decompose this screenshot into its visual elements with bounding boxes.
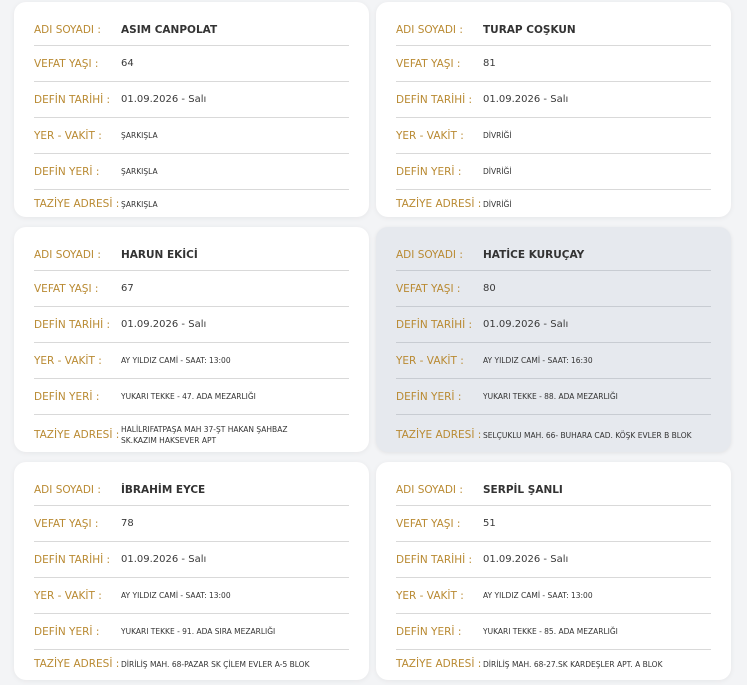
condolence-row: [34, 415, 349, 455]
name-value: SERPİL ŞANLI: [483, 483, 563, 496]
age-value: 64: [121, 58, 134, 69]
burial-row: [396, 154, 711, 190]
name-value: TURAP COŞKUN: [483, 23, 576, 36]
age-label: VEFAT YAŞI :: [34, 517, 99, 530]
name-row: [34, 14, 349, 46]
age-row: [34, 506, 349, 542]
age-value: 67: [121, 283, 134, 294]
burial-value: DİVRİĞİ: [483, 167, 512, 176]
name-row: [34, 239, 349, 271]
age-value: 81: [483, 58, 496, 69]
age-row: [396, 271, 711, 307]
condolence-label: TAZİYE ADRESİ :: [34, 658, 120, 670]
place-time-value: AY YILDIZ CAMİ - SAAT: 13:00: [121, 356, 231, 365]
date-label: DEFİN TARİHİ :: [34, 93, 111, 106]
place-time-label: YER - VAKİT :: [34, 354, 102, 367]
obituary-card[interactable]: [14, 462, 369, 680]
burial-value: YUKARI TEKKE - 47. ADA MEZARLIĞI: [121, 392, 256, 401]
age-value: 51: [483, 518, 496, 529]
name-row: [396, 14, 711, 46]
obituary-card[interactable]: [376, 2, 731, 217]
date-row: [34, 542, 349, 578]
age-label: VEFAT YAŞI :: [396, 517, 461, 530]
obituary-card[interactable]: [14, 2, 369, 217]
place-time-row: [34, 118, 349, 154]
burial-label: DEFİN YERİ :: [34, 390, 100, 403]
place-time-value: ŞARKIŞLA: [121, 131, 158, 140]
place-time-row: [34, 343, 349, 379]
age-row: [396, 46, 711, 82]
condolence-row: [396, 415, 711, 455]
name-label: ADI SOYADI :: [396, 248, 463, 261]
date-label: DEFİN TARİHİ :: [34, 553, 111, 566]
date-row: [34, 82, 349, 118]
condolence-value: HALİLRIFATPAŞA MAH 37-ŞT HAKAN ŞAHBAZ SK.KAZIM HAKSEVER APT: [121, 425, 288, 445]
date-value: 01.09.2026 - Salı: [483, 319, 569, 330]
date-label: DEFİN TARİHİ :: [34, 318, 111, 331]
place-time-row: [34, 578, 349, 614]
date-value: 01.09.2026 - Salı: [483, 554, 569, 565]
burial-row: [396, 614, 711, 650]
burial-row: [396, 379, 711, 415]
name-label: ADI SOYADI :: [396, 23, 463, 36]
place-time-row: [396, 343, 711, 379]
name-value: ASIM CANPOLAT: [121, 23, 218, 36]
date-value: 01.09.2026 - Salı: [121, 94, 207, 105]
condolence-label: TAZİYE ADRESİ :: [396, 658, 482, 670]
age-row: [34, 46, 349, 82]
age-label: VEFAT YAŞI :: [396, 282, 461, 295]
condolence-label: TAZİYE ADRESİ :: [396, 198, 482, 210]
obituary-card[interactable]: [376, 462, 731, 680]
condolence-label: TAZİYE ADRESİ :: [34, 198, 120, 210]
name-label: ADI SOYADI :: [396, 483, 463, 496]
name-value: HARUN EKİCİ: [121, 248, 198, 261]
place-time-row: [396, 578, 711, 614]
place-time-label: YER - VAKİT :: [396, 129, 464, 142]
place-time-label: YER - VAKİT :: [34, 589, 102, 602]
date-row: [396, 542, 711, 578]
burial-row: [34, 614, 349, 650]
condolence-value: DİRİLİŞ MAH. 68-27.SK KARDEŞLER APT. A BLOK: [483, 659, 663, 669]
age-row: [34, 271, 349, 307]
age-label: VEFAT YAŞI :: [34, 57, 99, 70]
burial-row: [34, 154, 349, 190]
date-value: 01.09.2026 - Salı: [483, 94, 569, 105]
condolence-row: [396, 190, 711, 218]
condolence-value: DİRİLİŞ MAH. 68-PAZAR SK ÇİLEM EVLER A-5 BLOK: [121, 659, 310, 669]
burial-value: ŞARKIŞLA: [121, 167, 158, 176]
place-time-label: YER - VAKİT :: [396, 589, 464, 602]
name-label: ADI SOYADI :: [34, 248, 101, 261]
burial-label: DEFİN YERİ :: [34, 625, 100, 638]
date-label: DEFİN TARİHİ :: [396, 318, 473, 331]
date-row: [396, 307, 711, 343]
date-row: [396, 82, 711, 118]
date-label: DEFİN TARİHİ :: [396, 553, 473, 566]
name-value: İBRAHİM EYCE: [121, 483, 206, 496]
name-label: ADI SOYADI :: [34, 483, 101, 496]
age-value: 80: [483, 283, 496, 294]
age-label: VEFAT YAŞI :: [34, 282, 99, 295]
condolence-value: SELÇUKLU MAH. 66- BUHARA CAD. KÖŞK EVLER B BLOK: [483, 430, 692, 440]
name-label: ADI SOYADI :: [34, 23, 101, 36]
name-value: HATİCE KURUÇAY: [483, 248, 585, 261]
burial-value: YUKARI TEKKE - 88. ADA MEZARLIĞI: [483, 392, 618, 401]
place-time-label: YER - VAKİT :: [396, 354, 464, 367]
burial-row: [34, 379, 349, 415]
condolence-label: TAZİYE ADRESİ :: [396, 429, 482, 441]
place-time-row: [396, 118, 711, 154]
name-row: [396, 474, 711, 506]
burial-label: DEFİN YERİ :: [396, 625, 462, 638]
burial-value: YUKARI TEKKE - 91. ADA SIRA MEZARLIĞI: [121, 627, 276, 636]
age-row: [396, 506, 711, 542]
place-time-value: DİVRİĞİ: [483, 131, 512, 140]
condolence-value: DİVRİĞİ: [483, 199, 512, 209]
burial-label: DEFİN YERİ :: [34, 165, 100, 178]
place-time-label: YER - VAKİT :: [34, 129, 102, 142]
date-value: 01.09.2026 - Salı: [121, 319, 207, 330]
place-time-value: AY YILDIZ CAMİ - SAAT: 13:00: [121, 591, 231, 600]
date-value: 01.09.2026 - Salı: [121, 554, 207, 565]
date-row: [34, 307, 349, 343]
age-value: 78: [121, 518, 134, 529]
burial-label: DEFİN YERİ :: [396, 390, 462, 403]
date-label: DEFİN TARİHİ :: [396, 93, 473, 106]
obituary-card-hovered[interactable]: [376, 227, 731, 452]
place-time-value: AY YILDIZ CAMİ - SAAT: 13:00: [483, 591, 593, 600]
name-row: [396, 239, 711, 271]
obituary-card[interactable]: [14, 227, 369, 452]
burial-value: YUKARI TEKKE - 85. ADA MEZARLIĞI: [483, 627, 618, 636]
condolence-row: [396, 650, 711, 678]
burial-label: DEFİN YERİ :: [396, 165, 462, 178]
name-row: [34, 474, 349, 506]
condolence-row: [34, 650, 349, 678]
place-time-value: AY YILDIZ CAMİ - SAAT: 16:30: [483, 356, 593, 365]
age-label: VEFAT YAŞI :: [396, 57, 461, 70]
condolence-row: [34, 190, 349, 218]
condolence-label: TAZİYE ADRESİ :: [34, 429, 120, 441]
condolence-value: ŞARKIŞLA: [121, 199, 158, 209]
